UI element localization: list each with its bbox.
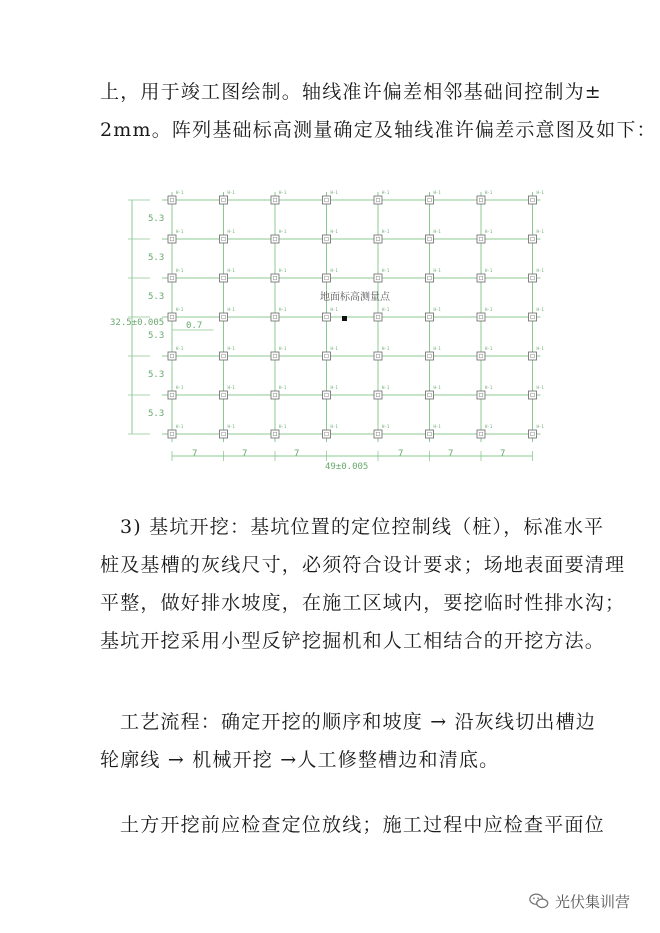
foundation-node bbox=[374, 235, 382, 243]
foundation-node bbox=[271, 352, 279, 360]
foundation-node bbox=[529, 391, 537, 399]
node-tag: H-1 bbox=[536, 307, 544, 312]
node-tag: H-1 bbox=[382, 385, 390, 390]
node-tag: H-1 bbox=[382, 190, 390, 195]
col-spacing-label: 7 bbox=[448, 449, 454, 459]
foundation-node bbox=[374, 352, 382, 360]
row-spacing-label: 5.3 bbox=[148, 214, 165, 224]
node-tag: H-1 bbox=[279, 385, 287, 390]
foundation-node bbox=[374, 274, 382, 282]
node-tag: H-1 bbox=[176, 268, 184, 273]
paragraph-process-flow bbox=[100, 703, 597, 779]
node-tag: H-1 bbox=[176, 346, 184, 351]
foundation-node bbox=[374, 430, 382, 438]
foundation-node bbox=[374, 313, 382, 321]
foundation-node bbox=[426, 196, 434, 204]
row-spacing-label: 5.3 bbox=[148, 331, 165, 341]
foundation-grid-diagram bbox=[110, 180, 544, 472]
node-tag: H-1 bbox=[227, 424, 235, 429]
foundation-node bbox=[168, 196, 176, 204]
node-tag: H-1 bbox=[433, 307, 441, 312]
node-tag: H-1 bbox=[485, 229, 493, 234]
node-tag: H-1 bbox=[227, 346, 235, 351]
node-tag: H-1 bbox=[330, 190, 338, 195]
foundation-node bbox=[220, 391, 228, 399]
foundation-node bbox=[529, 274, 537, 282]
watermark bbox=[528, 888, 630, 914]
foundation-node bbox=[323, 352, 331, 360]
height-total-label: 32.5±0.005 bbox=[110, 318, 165, 328]
node-tag: H-1 bbox=[433, 385, 441, 390]
node-tag: H-1 bbox=[227, 307, 235, 312]
row-spacing-labels bbox=[148, 214, 164, 419]
node-tag: H-1 bbox=[382, 307, 390, 312]
node-tag: H-1 bbox=[485, 424, 493, 429]
foundation-node bbox=[271, 313, 279, 321]
foundation-node bbox=[323, 313, 331, 321]
width-total-label: 49±0.005 bbox=[325, 462, 369, 472]
foundation-node bbox=[220, 430, 228, 438]
foundation-node bbox=[529, 235, 537, 243]
node-tag: H-1 bbox=[227, 268, 235, 273]
foundation-node bbox=[477, 235, 485, 243]
node-tag: H-1 bbox=[536, 385, 544, 390]
text-line: 2mm。阵列基础标高测量确定及轴线准许偏差示意图及如下： bbox=[100, 119, 657, 141]
text-line: 3) 基坑开挖：基坑位置的定位控制线（桩），标准水平 bbox=[120, 516, 605, 538]
foundation-node bbox=[477, 352, 485, 360]
foundation-node bbox=[477, 313, 485, 321]
node-tag: H-1 bbox=[536, 424, 544, 429]
row-spacing-label: 5.3 bbox=[148, 370, 165, 380]
foundation-node bbox=[323, 274, 331, 282]
text-line: 上，用于竣工图绘制。轴线准许偏差相邻基础间控制为± bbox=[100, 81, 602, 103]
node-tag: H-1 bbox=[330, 385, 338, 390]
row-spacing-label: 5.3 bbox=[148, 292, 165, 302]
foundation-node bbox=[168, 391, 176, 399]
foundation-node bbox=[271, 235, 279, 243]
text-line: 工艺流程：确定开挖的顺序和坡度 → 沿灰线切出槽边 bbox=[120, 711, 597, 733]
node-tag: H-1 bbox=[330, 229, 338, 234]
foundation-node bbox=[477, 196, 485, 204]
col-spacing-label: 7 bbox=[500, 449, 506, 459]
col-spacing-label: 7 bbox=[294, 449, 300, 459]
foundation-node bbox=[529, 352, 537, 360]
col-spacing-labels bbox=[192, 449, 505, 459]
foundation-node bbox=[271, 430, 279, 438]
foundation-node bbox=[426, 274, 434, 282]
node-tag: H-1 bbox=[433, 346, 441, 351]
text-line: 桩及基槽的灰线尺寸，必须符合设计要求；场地表面要清理 bbox=[100, 554, 626, 576]
paragraph-excavation bbox=[100, 508, 626, 660]
text-line: 土方开挖前应检查定位放线；施工过程中应检查平面位 bbox=[120, 814, 605, 836]
node-tag: H-1 bbox=[279, 190, 287, 195]
foundation-node bbox=[426, 235, 434, 243]
foundation-node bbox=[374, 391, 382, 399]
node-tag: H-1 bbox=[433, 229, 441, 234]
paragraph-intro bbox=[100, 73, 657, 149]
text-line: 轮廓线 → 机械开挖 →人工修整槽边和清底。 bbox=[100, 749, 500, 771]
node-tag: H-1 bbox=[536, 346, 544, 351]
node-tag: H-1 bbox=[330, 424, 338, 429]
node-tag: H-1 bbox=[536, 268, 544, 273]
node-tag: H-1 bbox=[227, 229, 235, 234]
node-tag: H-1 bbox=[227, 385, 235, 390]
node-tag: H-1 bbox=[485, 385, 493, 390]
node-tag: H-1 bbox=[382, 424, 390, 429]
node-tag: H-1 bbox=[433, 190, 441, 195]
node-tag: H-1 bbox=[485, 346, 493, 351]
node-tag: H-1 bbox=[330, 268, 338, 273]
foundation-node bbox=[529, 430, 537, 438]
foundation-node bbox=[323, 196, 331, 204]
node-tag: H-1 bbox=[536, 229, 544, 234]
node-tag: H-1 bbox=[279, 424, 287, 429]
foundation-node bbox=[426, 313, 434, 321]
foundation-node bbox=[323, 235, 331, 243]
foundation-node bbox=[426, 352, 434, 360]
node-tag: H-1 bbox=[330, 307, 338, 312]
foundation-node bbox=[220, 274, 228, 282]
foundation-node bbox=[271, 391, 279, 399]
node-tag: H-1 bbox=[485, 307, 493, 312]
center-survey-point bbox=[342, 316, 347, 321]
node-tag: H-1 bbox=[176, 385, 184, 390]
foundation-node bbox=[168, 235, 176, 243]
foundation-node bbox=[477, 274, 485, 282]
node-tag: H-1 bbox=[227, 190, 235, 195]
node-tag: H-1 bbox=[382, 346, 390, 351]
col-spacing-label: 7 bbox=[242, 449, 248, 459]
node-tag: H-1 bbox=[176, 424, 184, 429]
wechat-icon bbox=[528, 890, 550, 912]
foundation-node bbox=[168, 274, 176, 282]
foundation-node bbox=[477, 430, 485, 438]
foundation-node bbox=[220, 235, 228, 243]
node-tag: H-1 bbox=[279, 268, 287, 273]
text-line: 平整，做好排水坡度，在施工区域内，要挖临时性排水沟； bbox=[100, 592, 626, 614]
node-tag: H-1 bbox=[279, 307, 287, 312]
node-tag: H-1 bbox=[279, 346, 287, 351]
node-tag: H-1 bbox=[176, 190, 184, 195]
foundation-node bbox=[168, 430, 176, 438]
foundation-node bbox=[220, 196, 228, 204]
grid-nodes bbox=[168, 190, 544, 438]
node-tag: H-1 bbox=[433, 268, 441, 273]
foundation-node bbox=[271, 196, 279, 204]
foundation-node bbox=[426, 430, 434, 438]
node-tag: H-1 bbox=[382, 268, 390, 273]
row-spacing-label: 5.3 bbox=[148, 253, 165, 263]
foundation-node bbox=[374, 196, 382, 204]
node-tag: H-1 bbox=[536, 190, 544, 195]
foundation-node bbox=[529, 196, 537, 204]
foundation-node bbox=[529, 313, 537, 321]
paragraph-inspection bbox=[100, 806, 605, 844]
node-tag: H-1 bbox=[382, 229, 390, 234]
node-tag: H-1 bbox=[485, 268, 493, 273]
node-tag: H-1 bbox=[176, 229, 184, 234]
foundation-node bbox=[323, 391, 331, 399]
col-spacing-label: 7 bbox=[398, 449, 404, 459]
node-tag: H-1 bbox=[330, 346, 338, 351]
foundation-node bbox=[477, 391, 485, 399]
col-spacing-label: 7 bbox=[192, 449, 198, 459]
foundation-node bbox=[168, 352, 176, 360]
watermark-text: 光伏集训营 bbox=[555, 892, 631, 911]
foundation-node bbox=[271, 274, 279, 282]
foundation-node bbox=[426, 391, 434, 399]
foundation-node bbox=[168, 313, 176, 321]
foundation-node bbox=[220, 313, 228, 321]
row-spacing-label: 5.3 bbox=[148, 409, 165, 419]
foundation-node bbox=[323, 430, 331, 438]
node-tag: H-1 bbox=[279, 229, 287, 234]
foundation-node bbox=[220, 352, 228, 360]
offset-label: 0.7 bbox=[186, 321, 203, 331]
node-tag: H-1 bbox=[485, 190, 493, 195]
node-tag: H-1 bbox=[433, 424, 441, 429]
center-point-label: 地面标高测量点 bbox=[320, 292, 390, 303]
node-tag: H-1 bbox=[176, 307, 184, 312]
text-line: 基坑开挖采用小型反铲挖掘机和人工相结合的开挖方法。 bbox=[100, 630, 606, 652]
